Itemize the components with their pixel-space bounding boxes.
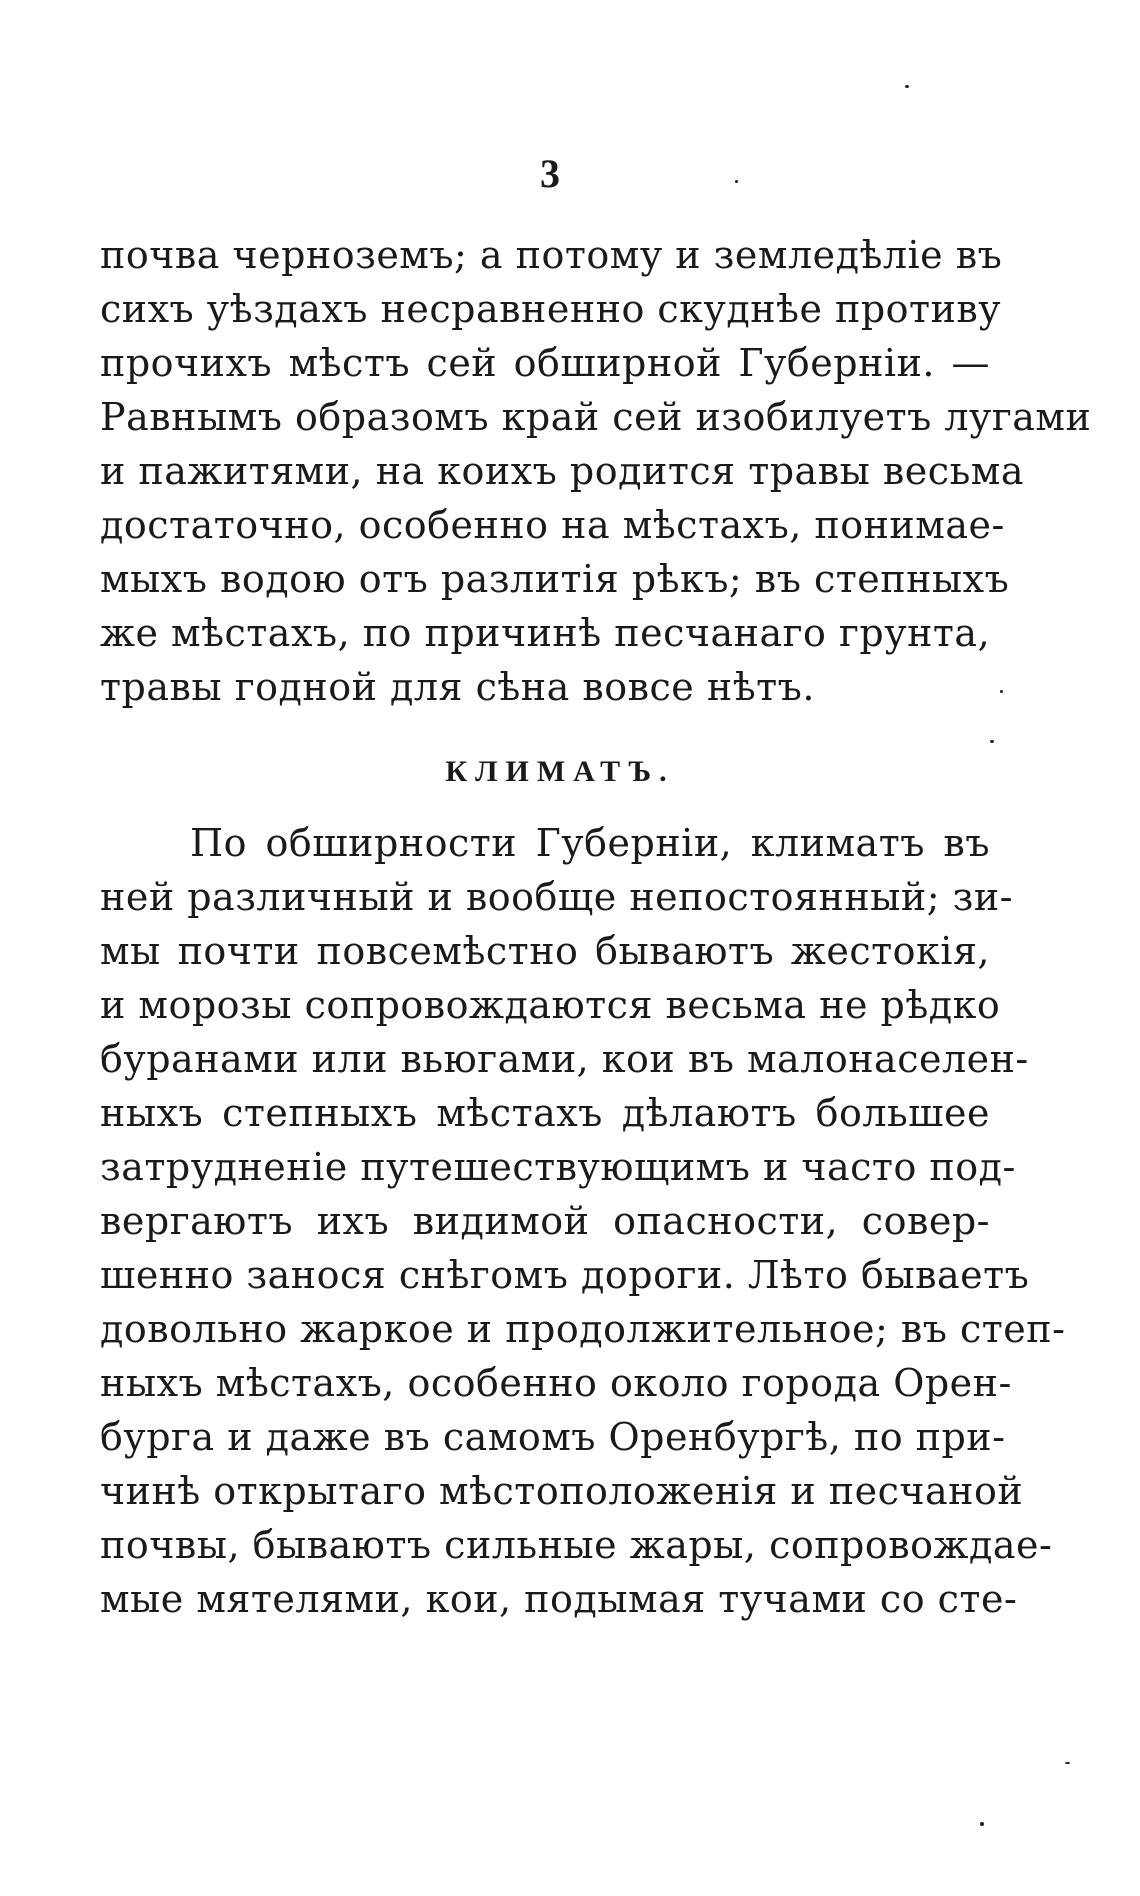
text-line: травы годной для сѣна вовсе нѣтъ. — [100, 665, 815, 709]
text-line: буранами или вьюгами, кои въ малонаселен- — [100, 1037, 1029, 1081]
text-line: довольно жаркое и продолжительное; въ степ- — [100, 1307, 1066, 1351]
text-line: почва черноземъ; а потому и земледѣліе въ — [100, 233, 1003, 277]
text-line: Равнымъ образомъ край сей изобилуетъ лугами — [100, 395, 1092, 439]
text-line: вергаютъ ихъ видимой опасности, совер- — [100, 1199, 990, 1243]
scan-speck — [990, 740, 994, 743]
scan-speck — [1000, 690, 1003, 693]
text-line: затрудненіе путешествующимъ и часто под- — [100, 1145, 1016, 1189]
text-line: прочихъ мѣстъ сей обширной Губерніи. — — [100, 341, 990, 385]
scan-speck — [905, 85, 909, 88]
text-line: достаточно, особенно на мѣстахъ, понимае- — [100, 503, 1005, 547]
text-line: ныхъ степныхъ мѣстахъ дѣлаютъ большее — [100, 1091, 990, 1135]
text-line: и пажитями, на коихъ родится травы весьма — [100, 449, 1024, 493]
text-line: ней различный и вообще непостоянный; зи- — [100, 875, 1013, 919]
text-line: ныхъ мѣстахъ, особенно около города Орен- — [100, 1361, 1012, 1405]
text-line: По обширности Губерніи, климатъ въ — [190, 821, 990, 865]
text-line: бурга и даже въ самомъ Оренбургѣ, по при- — [100, 1415, 1006, 1459]
text-line: шенно занося снѣгомъ дороги. Лѣто бываетъ — [100, 1253, 1030, 1297]
text-line: почвы, бываютъ сильные жары, сопровождае- — [100, 1523, 1053, 1567]
text-line: сихъ уѣздахъ несравненно скуднѣе противу — [100, 287, 1002, 331]
page-number: 3 — [540, 151, 560, 196]
text-line: мыхъ водою отъ разлитія рѣкъ; въ степныхъ — [100, 557, 1010, 601]
section-heading: КЛИМАТЪ. — [445, 755, 675, 788]
text-line: же мѣстахъ, по причинѣ песчанаго грунта, — [100, 611, 991, 655]
text-line: и морозы сопровождаются весьма не рѣдко — [100, 983, 1001, 1027]
scan-speck — [735, 180, 738, 183]
text-line: мые мятелями, кои, подымая тучами со сте- — [100, 1577, 1018, 1621]
text-line: чинѣ открытаго мѣстоположенія и песчаной — [100, 1469, 1024, 1513]
scan-speck — [980, 1822, 984, 1826]
text-line: мы почти повсемѣстно бываютъ жестокія, — [100, 929, 990, 973]
scan-speck — [1065, 1762, 1070, 1764]
